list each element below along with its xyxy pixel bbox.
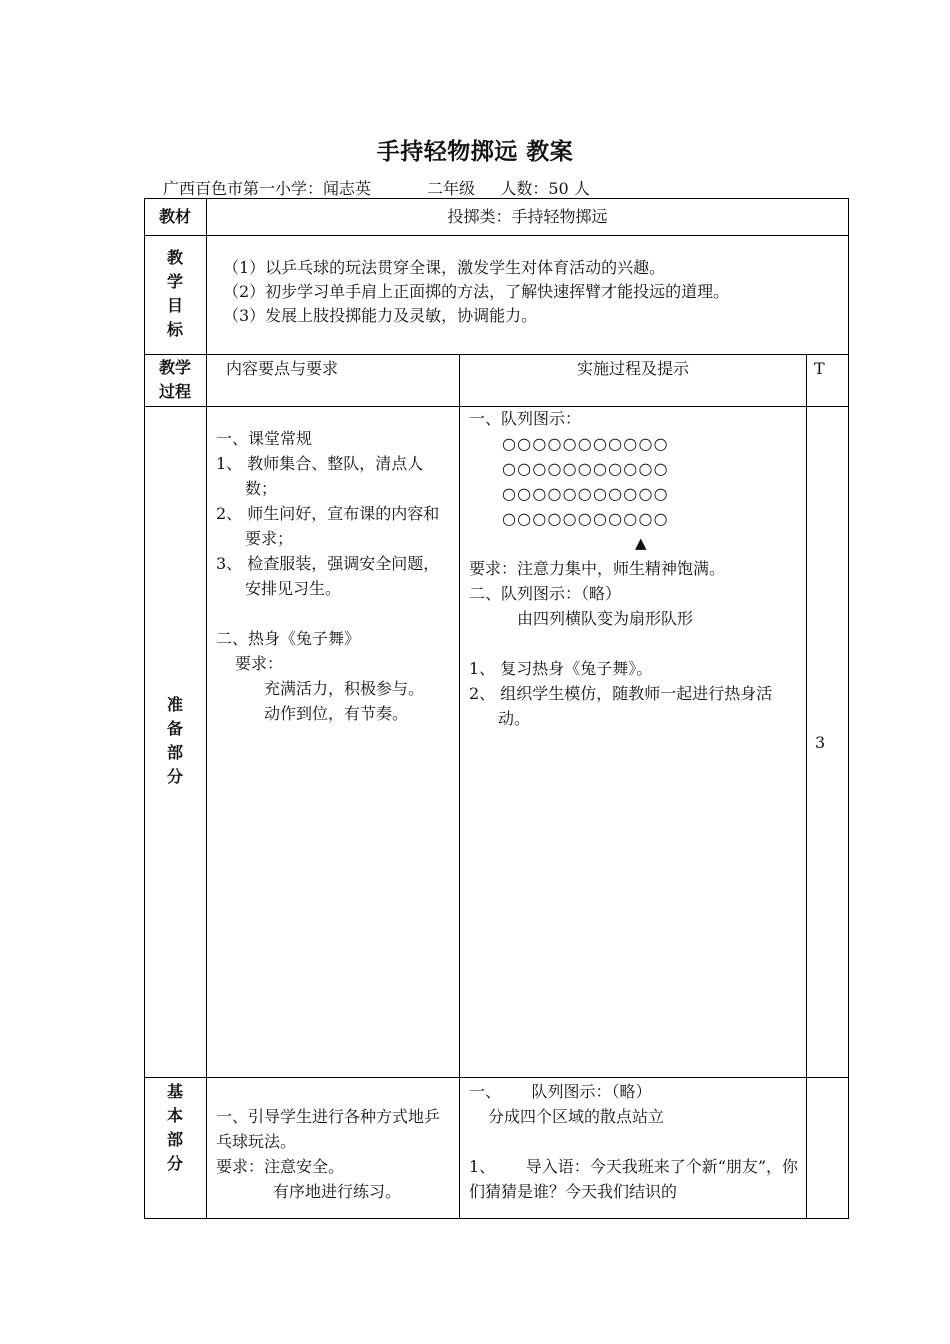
student-row: ○○○○○○○○○○○ xyxy=(502,509,669,528)
prep-content xyxy=(216,426,454,726)
teacher-marker-icon: ▲ xyxy=(635,534,647,552)
prep-time: 3 xyxy=(815,733,826,752)
lesson-info: 广西百色市第一小学：闻志英 二年级 人数：50 人 xyxy=(163,179,590,198)
basic-content xyxy=(216,1104,452,1204)
material-value: 投掷类：手持轻物掷远 xyxy=(447,207,608,226)
basic-formation-desc: 分成四个区域的散点站立 xyxy=(488,1107,665,1126)
table-border-right xyxy=(848,198,849,1219)
method-step: 2、 组织学生模仿，随教师一起进行热身活动。 xyxy=(469,684,773,728)
process-label: 教学 过程 xyxy=(158,358,191,401)
student-row: ○○○○○○○○○○○ xyxy=(502,459,669,478)
formation2-title: 二、队列图示：（略） xyxy=(469,584,622,603)
student-row: ○○○○○○○○○○○ xyxy=(502,434,669,453)
goal-item: （3）发展上肢投掷能力及灵敏，协调能力。 xyxy=(223,306,538,325)
requirement-item: 充满活力，积极参与。 xyxy=(264,679,425,698)
basic-formation-title: 一、 队列图示：（略） xyxy=(469,1082,652,1101)
routine-item: 2、 师生问好，宣布课的内容和要求； xyxy=(216,504,440,548)
basic-label: 基 本 部 分 xyxy=(166,1082,183,1173)
goals-list xyxy=(223,256,843,328)
goal-item: （1）以乒乓球的玩法贯穿全课，激发学生对体育活动的兴趣。 xyxy=(223,258,666,277)
basic-requirement-item: 有序地进行练习。 xyxy=(273,1182,402,1201)
table-border-top xyxy=(144,198,849,199)
warmup-title: 二、热身《兔子舞》 xyxy=(216,629,361,648)
requirement-item: 动作到位，有节奏。 xyxy=(264,704,409,723)
time-column-header: T xyxy=(814,359,825,378)
col-divider xyxy=(806,354,807,1219)
routine-title: 一、课堂常规 xyxy=(216,429,313,448)
formation-requirement: 要求：注意力集中，师生精神饱满。 xyxy=(469,559,726,578)
page-title: 手持轻物掷远 教案 xyxy=(376,138,574,165)
basic-method xyxy=(469,1079,802,1204)
goals-label: 教 学 目 标 xyxy=(166,248,183,339)
content-column-header: 内容要点与要求 xyxy=(226,359,339,378)
prep-label: 准 备 部 分 xyxy=(166,695,183,786)
basic-content-item: 一、引导学生进行各种方式地乒乓球玩法。 xyxy=(216,1107,441,1151)
material-label: 教材 xyxy=(158,207,191,226)
col-divider xyxy=(206,198,207,1219)
prep-method xyxy=(469,406,802,731)
student-row: ○○○○○○○○○○○ xyxy=(502,484,669,503)
table-border-bottom xyxy=(144,1218,849,1219)
formation2-desc: 由四列横队变为扇形队形 xyxy=(517,609,694,628)
routine-item: 3、 检查服装，强调安全问题，安排见习生。 xyxy=(216,554,440,598)
routine-item: 1、 教师集合、整队，清点人数； xyxy=(216,454,424,498)
row-divider xyxy=(144,1077,849,1078)
formation-diagram xyxy=(469,431,802,556)
row-divider xyxy=(144,235,849,236)
requirement-label: 要求： xyxy=(235,654,284,673)
basic-requirement: 要求：注意安全。 xyxy=(216,1157,345,1176)
formation-title: 一、队列图示： xyxy=(469,409,582,428)
basic-intro: 1、 导入语：今天我班来了个新“朋友”，你们猜猜是谁？今天我们结识的 xyxy=(469,1157,799,1201)
method-column-header: 实施过程及提示 xyxy=(576,359,689,378)
row-divider xyxy=(144,354,849,355)
method-step: 1、 复习热身《兔子舞》。 xyxy=(469,659,653,678)
goal-item: （2）初步学习单手肩上正面掷的方法，了解快速挥臂才能投远的道理。 xyxy=(223,282,730,301)
col-divider xyxy=(459,354,460,1219)
